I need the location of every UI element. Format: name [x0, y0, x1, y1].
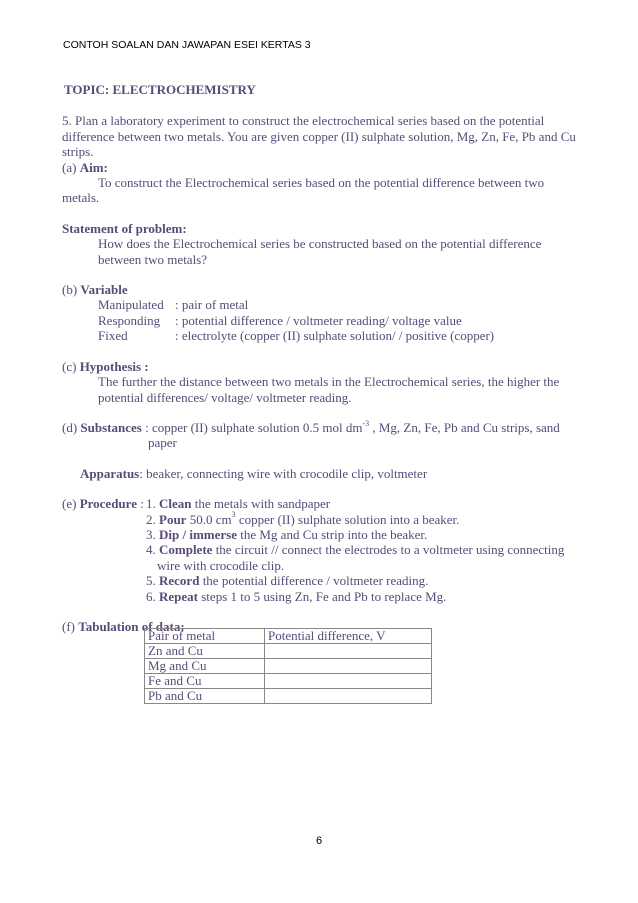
table-header: Potential difference, V: [265, 629, 432, 644]
table-row: [145, 674, 432, 689]
variable-heading: (b) Variable: [62, 282, 128, 298]
variable-row: Responding : potential difference / voltmeter reading/ voltage value: [98, 312, 462, 328]
procedure-section: [62, 496, 582, 604]
page-header: CONTOH SOALAN DAN JAWAPAN ESEI KERTAS 3: [63, 39, 311, 51]
aim-label: Aim:: [79, 159, 108, 175]
substances-label: Substances: [80, 419, 142, 435]
procedure-step: 3. Dip / immerse the Mg and Cu strip into the beaker.: [146, 526, 428, 542]
procedure-heading: (e) Procedure :: [62, 496, 144, 512]
table-cell: Pb and Cu: [145, 689, 265, 704]
substances-cont: paper: [148, 435, 177, 451]
tabulation-heading: (f) Tabulation of data:: [62, 618, 185, 634]
table-cell-empty: [265, 689, 432, 704]
table-cell-empty: [265, 659, 432, 674]
page-number: 6: [315, 835, 323, 847]
variable-row: Fixed : electrolyte (copper (II) sulphate solution/ / positive (copper): [98, 328, 495, 344]
document-body: [62, 82, 582, 634]
table-cell: Fe and Cu: [145, 674, 265, 689]
variable-row: Manipulated : pair of metal: [98, 297, 249, 313]
table-cell: Mg and Cu: [145, 659, 265, 674]
hypothesis-heading: (c) Hypothesis :: [62, 358, 149, 374]
procedure-step: 5. Record the potential difference / voltmeter reading.: [146, 573, 429, 589]
apparatus-line: Apparatus: beaker, connecting wire with crocodile clip, voltmeter: [80, 465, 428, 481]
aim-heading: (a) Aim:: [62, 159, 108, 175]
substances-line: (d) Substances : copper (II) sulphate solution 0.5 mol $dm^{-3}$ , Mg, Zn, Fe, Pb and Cu strips, sand: [62, 418, 560, 435]
statement-text: How does the Electrochemical series be constructed based on the potential difference between two metals?: [98, 236, 542, 267]
table-row: [145, 689, 432, 704]
hypothesis-text: The further the distance between two metals in the Electrochemical series, the higher the potential differences/ voltage/ voltmeter reading.: [98, 374, 560, 405]
table-cell-empty: [265, 674, 432, 689]
data-table: [144, 628, 432, 704]
topic-title: TOPIC: ELECTROCHEMISTRY: [64, 82, 256, 97]
table-header-row: [145, 629, 432, 644]
procedure-step: 1. Clean the metals with sandpaper: [146, 496, 331, 512]
procedure-step-cont: wire with crocodile clip.: [157, 557, 285, 573]
hypothesis-label: Hypothesis :: [79, 358, 149, 374]
procedure-steps: [146, 496, 582, 604]
aim-text: To construct the Electrochemical series based on the potential difference between two metals.: [62, 175, 545, 206]
procedure-step: 6. Repeat steps 1 to 5 using Zn, Fe and Pb to replace Mg.: [146, 588, 447, 604]
tabulation-label: Tabulation of data:: [78, 618, 185, 634]
procedure-step: 2. Pour 50.0 $cm^3$ copper (II) sulphate solution into a beaker.: [146, 510, 460, 527]
table-cell-empty: [265, 644, 432, 659]
procedure-label: Procedure: [79, 496, 137, 512]
question-text: 5. Plan a laboratory experiment to construct the electrochemical series based on the potential difference between two metals. You are given copper (II) sulphate solution, Mg, Zn, Fe, Pb and Cu strips.: [62, 113, 576, 160]
procedure-step: 4. Complete the circuit // connect the electrodes to a voltmeter using connecting: [146, 542, 565, 558]
table-cell: Zn and Cu: [145, 644, 265, 659]
table-row: [145, 644, 432, 659]
table-header: Pair of metal: [145, 629, 265, 644]
table-row: [145, 659, 432, 674]
statement-heading: Statement of problem:: [62, 220, 187, 236]
apparatus-label: Apparatus: [80, 465, 140, 481]
variable-label: Variable: [80, 282, 128, 298]
